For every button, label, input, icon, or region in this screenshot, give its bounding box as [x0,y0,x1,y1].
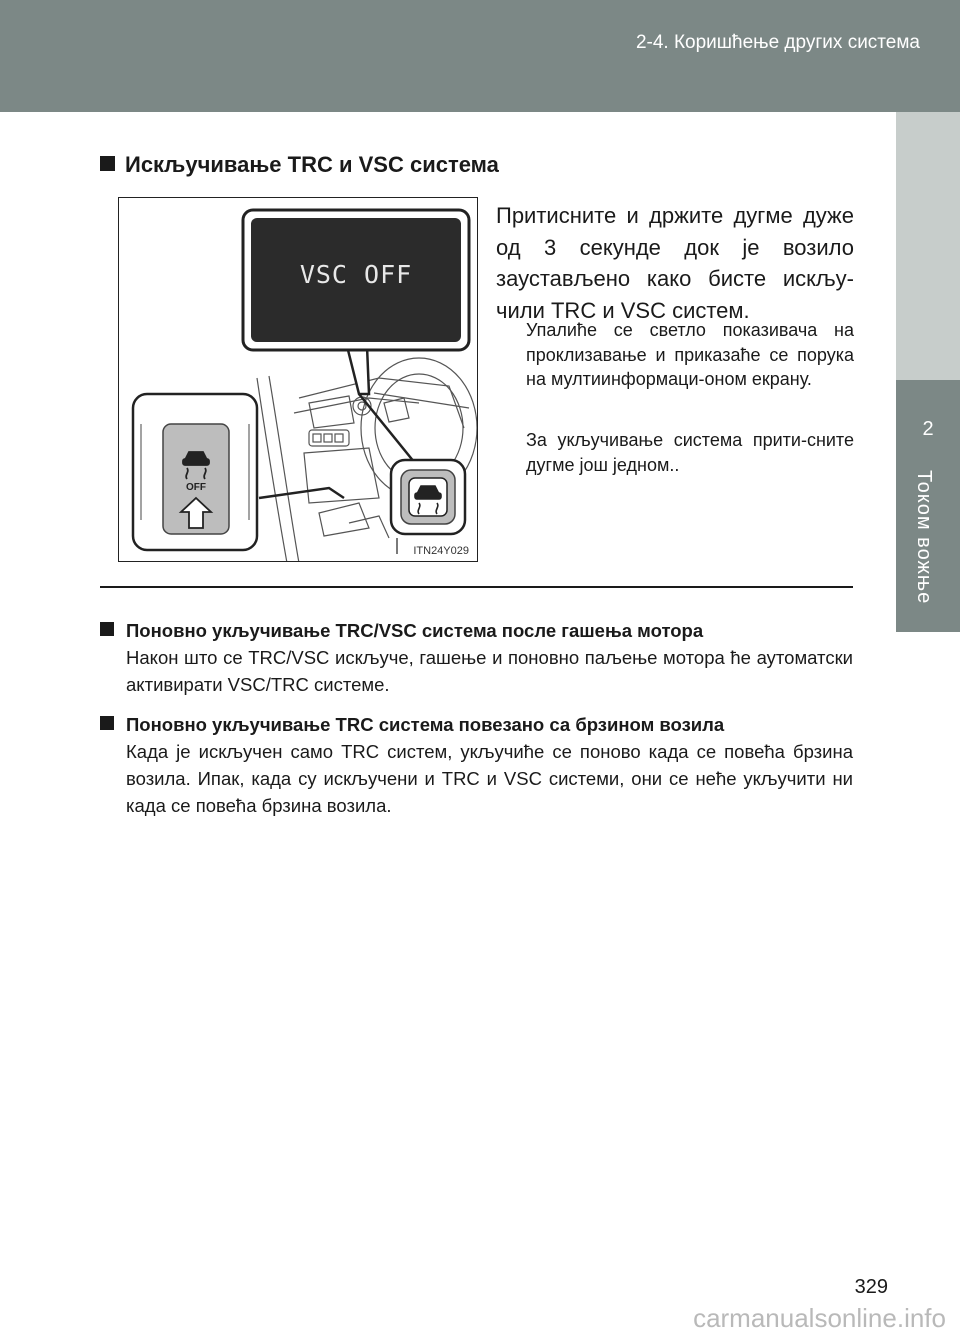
info-block-1 [100,618,853,698]
square-bullet-icon [100,622,114,636]
enlarged-callout-line [259,488,344,498]
info-block-title-text: Поновно укључивање TRC/VSC система после гашења мотора [126,620,704,641]
info-block-title [100,712,853,738]
header-section-title: 2-4. Коришћење других система [635,32,920,53]
info-block-title-text: Поновно укључивање TRC система повезано са брзином возила [126,714,725,735]
info-block-title [100,618,853,644]
figure-code: ITN24Y029 [413,545,469,557]
instruction-main: Притисните и држите дугме дуже од 3 секунде док је возило заустављено како бисте искљу-чили TRC и VSC систем. [496,203,854,323]
square-bullet-icon [100,156,115,171]
section-heading [100,152,499,178]
section-divider [100,586,853,588]
info-block-body: Када је искључен само TRC систем, укључиће се поново када се повећа брзина возила. Ипак, када су искључени и TRC и VSC системи, они се неће укључити ни када се повећа брзина возила. [126,741,853,816]
dashboard-illustration [118,197,478,562]
dashboard-drawing [119,198,478,562]
side-tab-upper [896,112,960,380]
button-off-label: OFF [186,482,206,493]
info-block-body: Након што се TRC/VSC искључе, гашење и поновно паљење мотора ће аутоматски активирати VSC/TRC системе. [126,647,853,695]
square-bullet-icon [100,716,114,730]
info-block-2 [100,712,853,819]
instruction-note-2: За укључивање система прити-сните дугме још једном.. [526,430,854,475]
section-heading-text: Искључивање TRC и VSC система [125,152,499,177]
watermark: carmanualsonline.info [693,1303,946,1333]
header-band [0,0,960,112]
instruction-note-1: Упалиће се светло показивача на проклизавање и приказаће се порука на мултиинформаци-оном екрану. [526,320,854,389]
chapter-number: 2 [922,418,934,440]
chapter-name: Током вожње [913,470,935,605]
display-callout-pointer [347,346,369,394]
display-message: VSC OFF [299,260,413,289]
page-number: 329 [854,1276,888,1298]
